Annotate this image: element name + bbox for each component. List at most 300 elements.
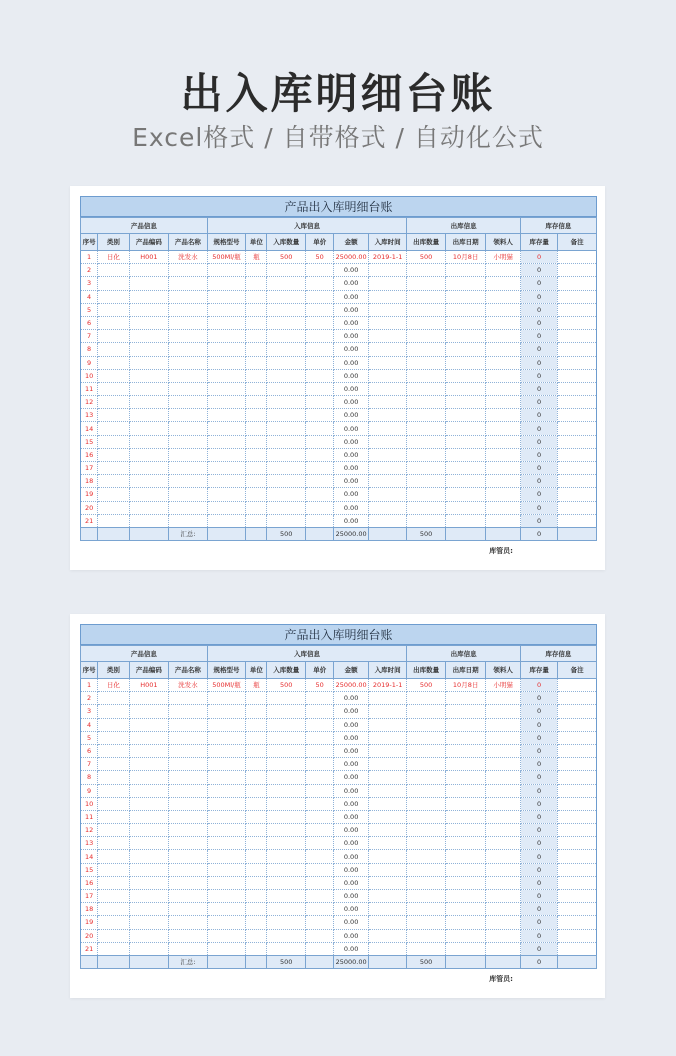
table-cell (486, 771, 520, 784)
row-number: 11 (81, 382, 98, 395)
table-cell (368, 955, 407, 968)
table-cell (169, 718, 208, 731)
table-row (81, 890, 597, 903)
table-cell (407, 382, 446, 395)
table-cell (558, 514, 597, 527)
table-cell (306, 876, 334, 889)
stock-cell: 0 (520, 810, 558, 823)
table-cell (407, 475, 446, 488)
row-number: 11 (81, 810, 98, 823)
table-row (81, 744, 597, 757)
table-cell (486, 850, 520, 863)
table-cell (246, 369, 267, 382)
table-cell (306, 771, 334, 784)
table-cell (169, 488, 208, 501)
table-cell (129, 396, 169, 409)
table-cell (98, 475, 129, 488)
table-cell: 2019-1-1 (368, 251, 407, 264)
row-number: 14 (81, 422, 98, 435)
amount-cell: 0.00 (334, 692, 368, 705)
table-cell (129, 810, 169, 823)
table-cell: 洗发水 (169, 679, 208, 692)
table-cell (407, 422, 446, 435)
table-cell (368, 356, 407, 369)
table-cell (169, 731, 208, 744)
table-cell (558, 718, 597, 731)
column-header-row (81, 662, 597, 679)
table-cell (445, 929, 486, 942)
table-cell (267, 343, 306, 356)
table-cell (407, 303, 446, 316)
row-number: 6 (81, 744, 98, 757)
table-cell (368, 771, 407, 784)
column-header: 出库日期 (445, 234, 486, 251)
table-cell (558, 251, 597, 264)
row-number: 16 (81, 448, 98, 461)
table-cell: 500Ml/瓶 (207, 251, 246, 264)
table-row (81, 382, 597, 395)
total-row (81, 955, 597, 968)
table-cell (558, 929, 597, 942)
table-cell (558, 758, 597, 771)
table-cell (486, 396, 520, 409)
table-cell (445, 850, 486, 863)
table-cell (445, 955, 486, 968)
ledger-table (80, 645, 597, 969)
table-cell (267, 916, 306, 929)
table-cell (368, 890, 407, 903)
table-cell (558, 679, 597, 692)
table-cell (445, 382, 486, 395)
table-cell (267, 810, 306, 823)
column-header: 领料人 (486, 662, 520, 679)
amount-cell: 0.00 (334, 264, 368, 277)
table-cell (558, 731, 597, 744)
table-cell (486, 422, 520, 435)
page-subtitle: Excel格式 / 自带格式 / 自动化公式 (132, 123, 544, 152)
row-number: 3 (81, 277, 98, 290)
table-cell (246, 396, 267, 409)
table-cell (486, 929, 520, 942)
table-cell (246, 718, 267, 731)
table-cell (486, 264, 520, 277)
table-cell (445, 303, 486, 316)
table-cell (407, 514, 446, 527)
table-cell (558, 810, 597, 823)
table-cell (306, 514, 334, 527)
table-cell (306, 382, 334, 395)
table-cell (445, 396, 486, 409)
group-header: 产品信息 (81, 646, 208, 662)
table-row (81, 264, 597, 277)
table-cell (98, 527, 129, 540)
table-cell (98, 303, 129, 316)
table-cell (486, 382, 520, 395)
table-cell (306, 343, 334, 356)
table-cell (267, 330, 306, 343)
table-cell (246, 290, 267, 303)
amount-cell: 0.00 (334, 837, 368, 850)
table-cell (129, 903, 169, 916)
table-cell (267, 369, 306, 382)
table-cell (129, 876, 169, 889)
table-cell (445, 718, 486, 731)
table-cell (407, 330, 446, 343)
column-header: 入库数量 (267, 662, 306, 679)
table-cell (246, 850, 267, 863)
table-cell (368, 929, 407, 942)
row-number: 20 (81, 501, 98, 514)
amount-cell: 0.00 (334, 435, 368, 448)
table-row (81, 824, 597, 837)
row-number: 15 (81, 863, 98, 876)
table-cell (207, 718, 246, 731)
table-cell (486, 876, 520, 889)
table-row (81, 462, 597, 475)
group-header: 入库信息 (207, 646, 407, 662)
table-cell (445, 903, 486, 916)
table-row (81, 475, 597, 488)
total-cell: 25000.00 (334, 527, 368, 540)
table-cell (368, 290, 407, 303)
table-cell (246, 316, 267, 329)
table-cell (169, 942, 208, 955)
stock-cell: 0 (520, 916, 558, 929)
table-cell (98, 718, 129, 731)
table-cell (267, 475, 306, 488)
stock-cell: 0 (520, 290, 558, 303)
amount-cell: 0.00 (334, 784, 368, 797)
table-cell (98, 356, 129, 369)
table-cell: 500 (407, 679, 446, 692)
stock-cell: 0 (520, 316, 558, 329)
table-cell (98, 409, 129, 422)
stock-cell: 0 (520, 264, 558, 277)
table-cell (169, 396, 208, 409)
row-number: 14 (81, 850, 98, 863)
table-cell: 1 (81, 679, 98, 692)
amount-cell: 0.00 (334, 343, 368, 356)
table-cell (246, 731, 267, 744)
table-cell (207, 396, 246, 409)
table-cell (129, 435, 169, 448)
table-cell (246, 942, 267, 955)
table-cell (368, 797, 407, 810)
total-cell: 25000.00 (334, 955, 368, 968)
amount-cell: 0.00 (334, 277, 368, 290)
table-cell (306, 955, 334, 968)
table-cell (169, 705, 208, 718)
table-cell (445, 863, 486, 876)
table-cell (169, 744, 208, 757)
table-row (81, 422, 597, 435)
table-cell (129, 422, 169, 435)
column-header: 出库日期 (445, 662, 486, 679)
table-cell (558, 784, 597, 797)
table-cell (558, 396, 597, 409)
table-cell (207, 929, 246, 942)
row-number: 17 (81, 890, 98, 903)
amount-cell: 0.00 (334, 744, 368, 757)
table-cell (306, 744, 334, 757)
stock-cell: 0 (520, 731, 558, 744)
table-cell (129, 692, 169, 705)
table-row (81, 731, 597, 744)
table-cell (368, 863, 407, 876)
row-number: 12 (81, 824, 98, 837)
table-cell (169, 290, 208, 303)
group-header: 库存信息 (520, 646, 596, 662)
table-cell (98, 396, 129, 409)
table-cell (407, 929, 446, 942)
table-cell (246, 758, 267, 771)
table-cell (486, 705, 520, 718)
table-cell (558, 356, 597, 369)
table-cell (407, 409, 446, 422)
table-row (81, 758, 597, 771)
table-cell (486, 475, 520, 488)
table-cell (207, 277, 246, 290)
table-cell (306, 290, 334, 303)
table-cell (407, 277, 446, 290)
table-cell: 1 (81, 251, 98, 264)
table-cell (445, 264, 486, 277)
page-title: 出入库明细台账 (180, 69, 496, 118)
table-cell (169, 916, 208, 929)
table-cell (267, 863, 306, 876)
row-number: 13 (81, 837, 98, 850)
table-cell (207, 448, 246, 461)
table-cell (129, 277, 169, 290)
table-cell (558, 837, 597, 850)
table-cell (169, 277, 208, 290)
stock-cell: 0 (520, 277, 558, 290)
table-cell (407, 448, 446, 461)
table-cell (169, 929, 208, 942)
table-cell (558, 316, 597, 329)
keeper-label: 库管员: (489, 975, 513, 983)
table-cell (169, 303, 208, 316)
total-cell: 500 (407, 955, 446, 968)
table-cell (306, 890, 334, 903)
table-cell (246, 422, 267, 435)
table-cell (267, 837, 306, 850)
table-cell (486, 797, 520, 810)
table-row (81, 448, 597, 461)
table-cell (246, 916, 267, 929)
column-header: 序号 (81, 662, 98, 679)
table-cell (267, 929, 306, 942)
amount-cell: 0.00 (334, 718, 368, 731)
table-cell (207, 824, 246, 837)
table-cell (445, 369, 486, 382)
table-cell (558, 501, 597, 514)
table-cell (368, 692, 407, 705)
column-header: 类别 (98, 234, 129, 251)
stock-cell: 0 (520, 435, 558, 448)
table-cell (129, 488, 169, 501)
table-cell (368, 369, 407, 382)
table-cell (207, 475, 246, 488)
total-cell: 0 (520, 955, 558, 968)
table-cell: 500 (407, 251, 446, 264)
table-cell (207, 797, 246, 810)
table-cell (306, 705, 334, 718)
table-cell (445, 448, 486, 461)
table-cell (98, 382, 129, 395)
table-cell (169, 850, 208, 863)
table-cell (207, 903, 246, 916)
stock-cell: 0 (520, 718, 558, 731)
table-cell (445, 837, 486, 850)
table-cell (207, 850, 246, 863)
table-cell: 25000.00 (334, 679, 368, 692)
table-cell (306, 435, 334, 448)
table-cell (98, 797, 129, 810)
table-row (81, 850, 597, 863)
table-cell (306, 718, 334, 731)
table-cell (306, 692, 334, 705)
stock-cell: 0 (520, 501, 558, 514)
table-cell (169, 501, 208, 514)
table-cell (98, 837, 129, 850)
table-cell (558, 744, 597, 757)
table-cell (98, 422, 129, 435)
table-cell (98, 462, 129, 475)
amount-cell: 0.00 (334, 488, 368, 501)
table-cell (267, 850, 306, 863)
stock-cell: 0 (520, 330, 558, 343)
table-cell (246, 810, 267, 823)
column-header: 规格型号 (207, 234, 246, 251)
column-header: 入库数量 (267, 234, 306, 251)
amount-cell: 0.00 (334, 797, 368, 810)
table-cell (486, 758, 520, 771)
table-cell (407, 810, 446, 823)
table-cell (207, 837, 246, 850)
table-row (81, 771, 597, 784)
table-cell (558, 422, 597, 435)
table-cell (407, 758, 446, 771)
stock-cell: 0 (520, 369, 558, 382)
table-cell (306, 369, 334, 382)
table-cell (207, 316, 246, 329)
table-cell (169, 797, 208, 810)
table-cell (246, 448, 267, 461)
table-cell (267, 356, 306, 369)
table-cell (267, 784, 306, 797)
row-number: 9 (81, 356, 98, 369)
table-cell (558, 303, 597, 316)
stock-cell: 0 (520, 382, 558, 395)
table-cell (486, 916, 520, 929)
table-cell (207, 422, 246, 435)
amount-cell: 0.00 (334, 369, 368, 382)
table-row (81, 876, 597, 889)
table-cell (267, 422, 306, 435)
row-number: 8 (81, 343, 98, 356)
column-header: 产品编码 (129, 662, 169, 679)
keeper-label: 库管员: (489, 547, 513, 555)
table-cell (129, 527, 169, 540)
table-cell: 0 (520, 251, 558, 264)
stock-cell: 0 (520, 475, 558, 488)
table-cell (98, 876, 129, 889)
table-cell (306, 396, 334, 409)
stock-cell: 0 (520, 514, 558, 527)
table-row (81, 501, 597, 514)
table-cell: 500Ml/瓶 (207, 679, 246, 692)
table-cell (246, 876, 267, 889)
table-cell (169, 369, 208, 382)
table-row (81, 718, 597, 731)
table-cell (445, 890, 486, 903)
stock-cell: 0 (520, 771, 558, 784)
table-cell (169, 448, 208, 461)
table-cell (407, 837, 446, 850)
table-cell: 洗发水 (169, 251, 208, 264)
column-header: 入库时间 (368, 662, 407, 679)
table-row (81, 488, 597, 501)
table-cell (445, 916, 486, 929)
table-cell (98, 316, 129, 329)
table-cell (207, 942, 246, 955)
amount-cell: 0.00 (334, 303, 368, 316)
table-cell (445, 824, 486, 837)
stock-cell: 0 (520, 422, 558, 435)
table-cell (445, 488, 486, 501)
total-cell: 汇总: (169, 955, 208, 968)
row-number: 2 (81, 264, 98, 277)
table-cell (98, 435, 129, 448)
table-cell (129, 797, 169, 810)
amount-cell: 0.00 (334, 916, 368, 929)
table-cell (306, 409, 334, 422)
table-cell (98, 942, 129, 955)
row-number: 18 (81, 903, 98, 916)
column-header: 规格型号 (207, 662, 246, 679)
column-header: 单价 (306, 234, 334, 251)
table-cell (445, 409, 486, 422)
ledger-card-2 (70, 614, 605, 998)
table-cell (306, 810, 334, 823)
table-cell (169, 863, 208, 876)
table-cell (169, 435, 208, 448)
table-cell (129, 448, 169, 461)
table-cell (368, 514, 407, 527)
table-cell (267, 744, 306, 757)
table-cell: 25000.00 (334, 251, 368, 264)
table-cell (558, 462, 597, 475)
column-header: 出库数量 (407, 662, 446, 679)
table-cell (368, 942, 407, 955)
table-cell: 500 (267, 251, 306, 264)
table-cell (169, 784, 208, 797)
table-cell (558, 435, 597, 448)
table-cell (486, 824, 520, 837)
table-cell (207, 692, 246, 705)
table-cell (445, 475, 486, 488)
table-cell (169, 343, 208, 356)
table-row (81, 692, 597, 705)
table-cell (129, 290, 169, 303)
table-cell (81, 955, 98, 968)
table-cell (129, 758, 169, 771)
table-cell (407, 890, 446, 903)
table-cell (407, 396, 446, 409)
table-cell (445, 356, 486, 369)
table-cell (558, 330, 597, 343)
